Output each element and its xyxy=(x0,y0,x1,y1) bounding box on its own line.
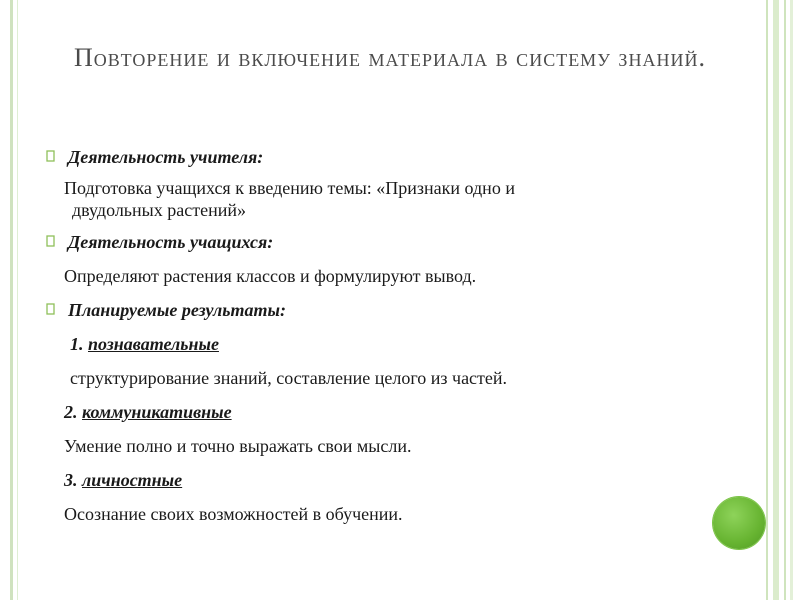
result-cognitive-text: структурирование знаний, составление целого из частей. xyxy=(70,368,508,388)
teacher-activity-heading: Деятельность учителя: xyxy=(68,147,264,167)
right-decor-line xyxy=(790,0,793,600)
outline-square-bullet-icon xyxy=(46,150,56,162)
bullet-students-activity xyxy=(46,231,666,253)
right-decor-strip xyxy=(760,0,800,600)
outline-square-bullet-icon xyxy=(46,303,56,315)
bullet-teacher-activity xyxy=(46,146,666,168)
result2-label: коммуникативные xyxy=(82,402,232,422)
teacher-activity-text xyxy=(46,177,666,199)
left-decor-line xyxy=(10,0,13,600)
teacher-activity-text-cont xyxy=(46,199,666,221)
result2-number: 2. xyxy=(64,402,78,422)
result1-label: познавательные xyxy=(88,334,219,354)
result-personal-text: Осознание своих возможностей в обучении. xyxy=(64,504,403,524)
right-decor-line xyxy=(784,0,786,600)
result1-number: 1. xyxy=(70,334,84,354)
teacher-text-line1: Подготовка учащихся к введению темы: «Признаки одно и xyxy=(64,178,515,198)
students-activity-text: Определяют растения классов и формулируют вывод. xyxy=(64,266,477,286)
right-decor-line xyxy=(773,0,779,600)
result-communicative-text: Умение полно и точно выражать свои мысли. xyxy=(64,436,412,456)
outline-square-bullet-icon xyxy=(46,235,56,247)
bullet-planned-results xyxy=(46,299,666,321)
result-cognitive-heading xyxy=(46,333,666,355)
result-communicative-heading xyxy=(46,401,666,423)
slide-title: Повторение и включение материала в систему знаний. xyxy=(74,43,706,72)
result3-number: 3. xyxy=(64,470,78,490)
left-decor-strip xyxy=(0,0,28,600)
result3-label: личностные xyxy=(82,470,183,490)
slide-content xyxy=(46,146,666,525)
green-circle-icon xyxy=(713,497,765,549)
left-decor-line xyxy=(17,0,18,600)
result-personal-heading xyxy=(46,469,666,491)
teacher-text-line2: двудольных растений» xyxy=(72,200,246,220)
right-decor-line xyxy=(766,0,768,600)
planned-results-heading: Планируемые результаты: xyxy=(68,300,286,320)
students-activity-heading: Деятельность учащихся: xyxy=(68,232,274,252)
